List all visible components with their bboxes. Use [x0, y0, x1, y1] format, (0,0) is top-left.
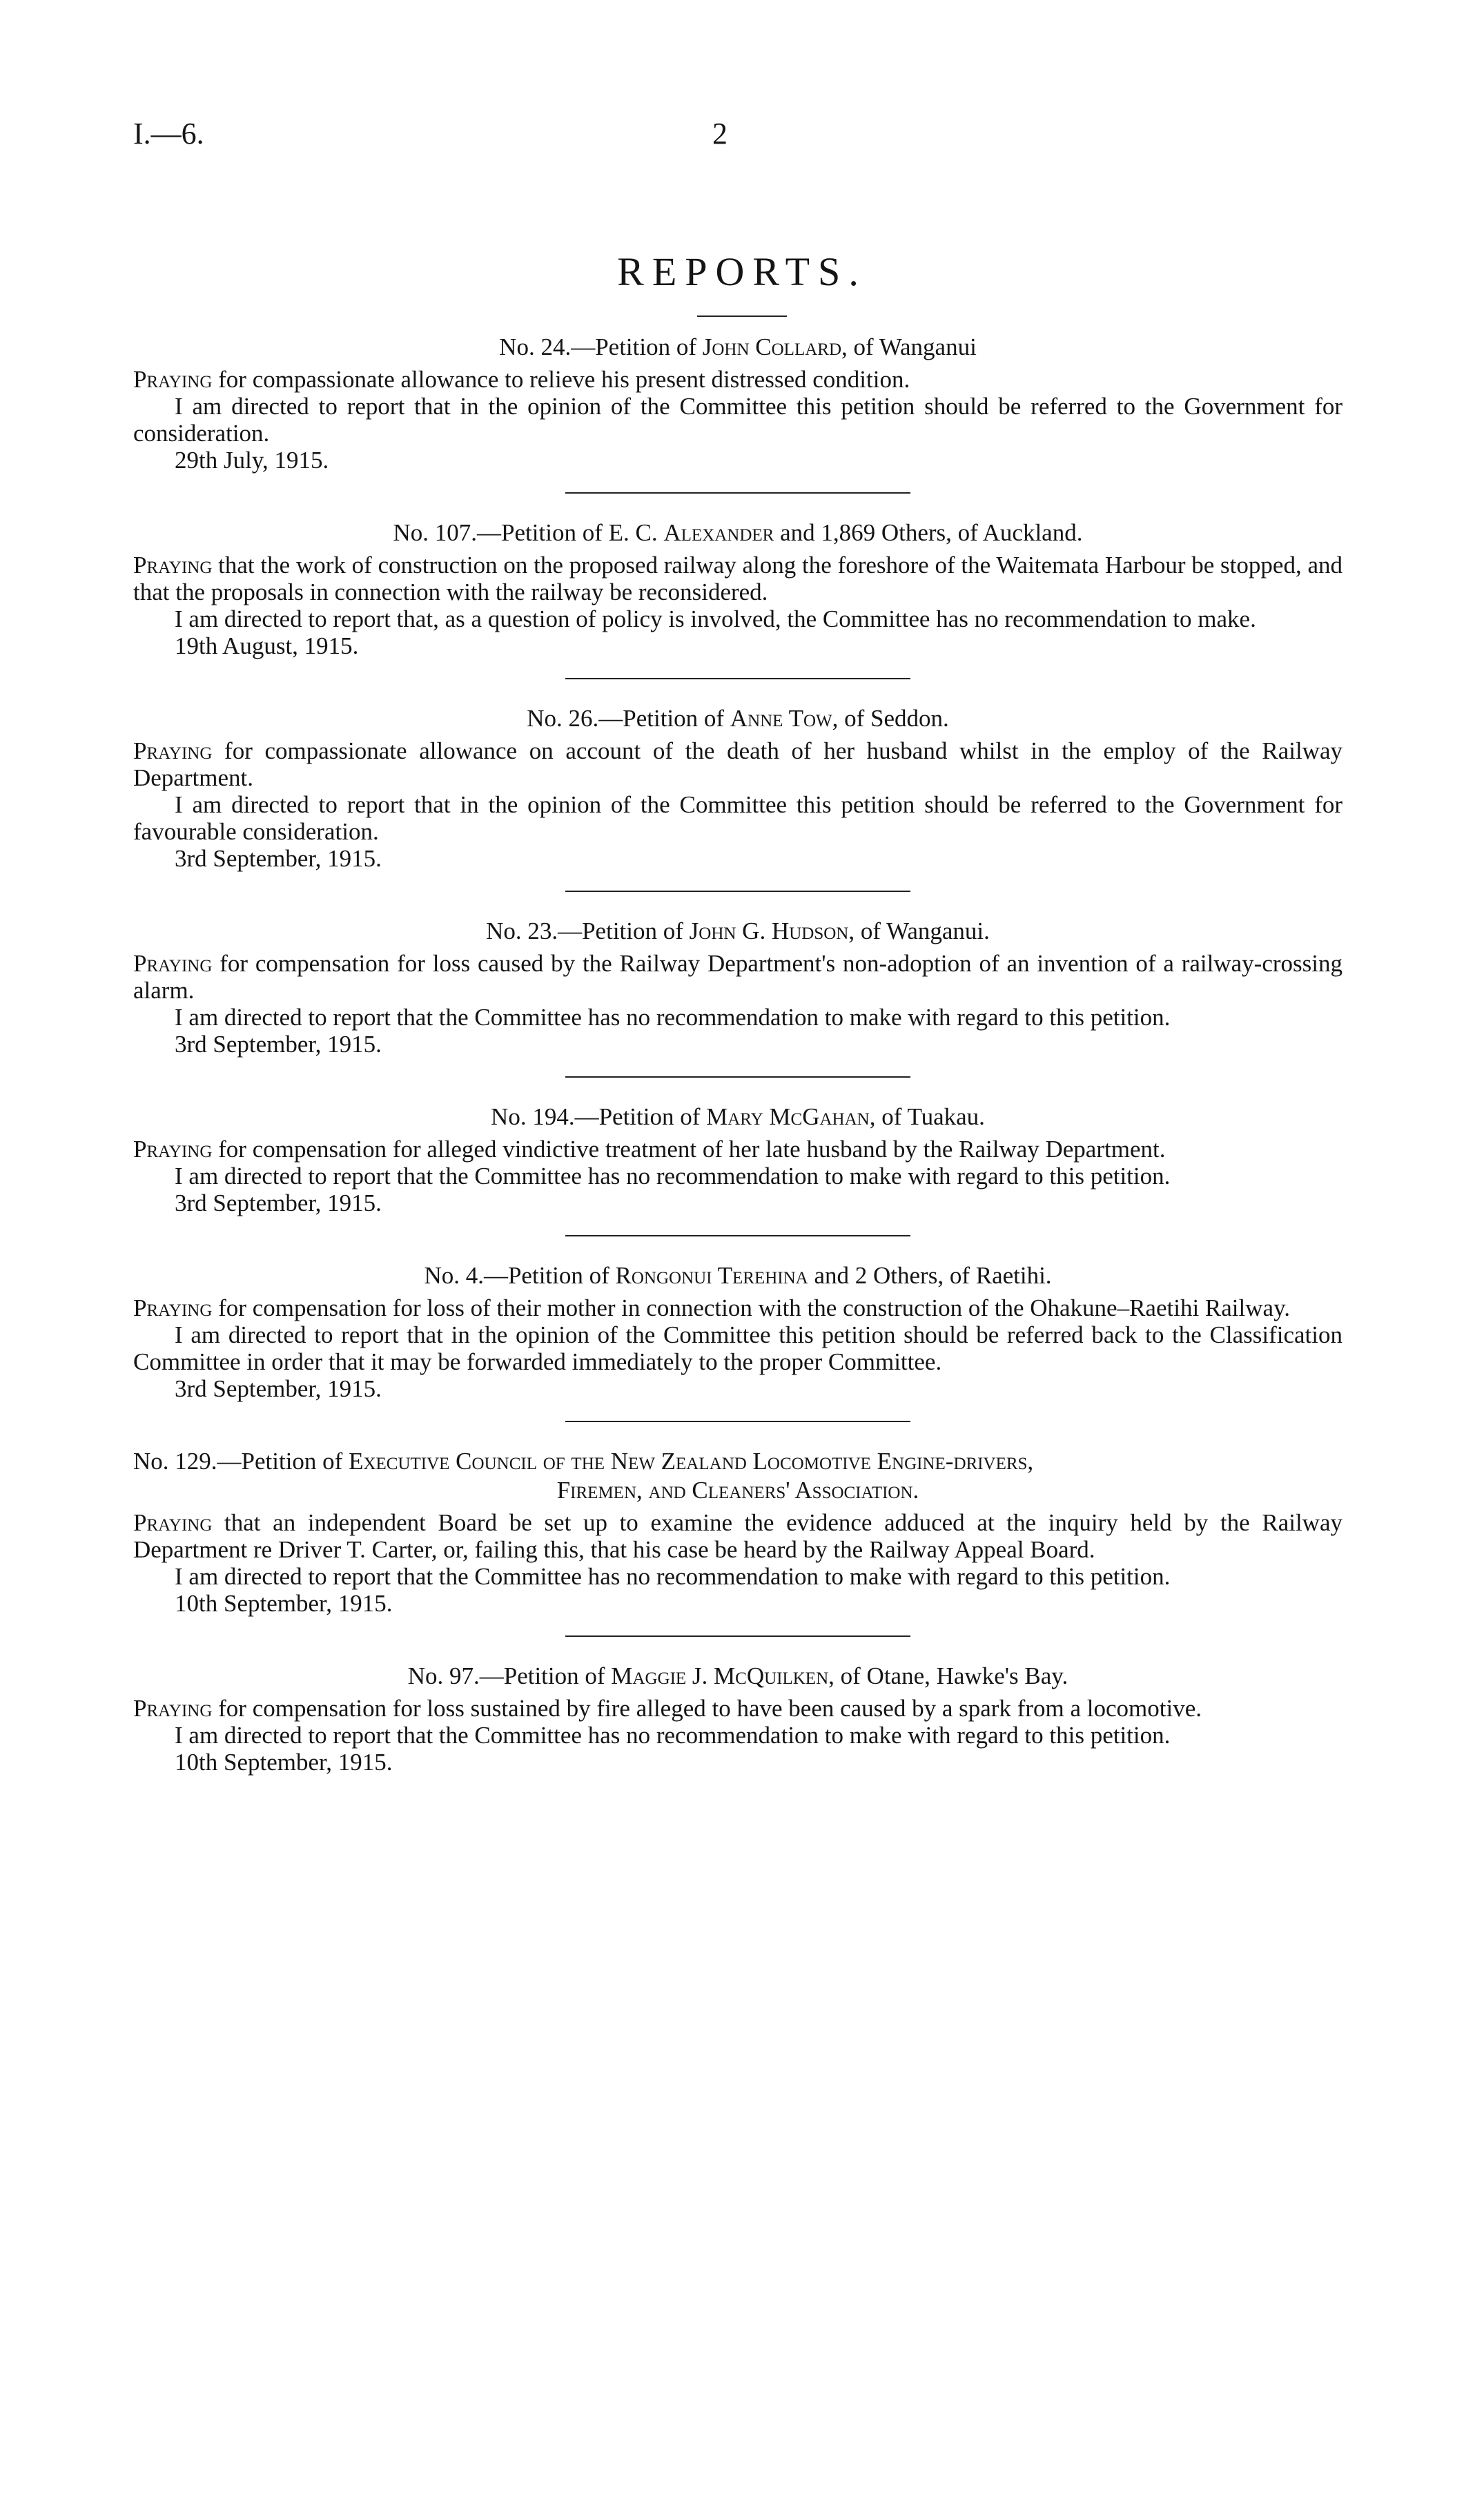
section-divider: [565, 1421, 910, 1422]
petition-entry: [133, 1261, 1343, 1403]
praying-paragraph: Praying that an independent Board be set up to examine the evidence adduced at the inquiry held by the Railway Department re Driver T. Carter, or, failing this, that his case be heard by the Railway Appeal Board.: [133, 1509, 1343, 1563]
heading-divider: [697, 315, 787, 317]
report-paragraph: I am directed to report that the Committee has no recommendation to make with regard to this petition.: [175, 1004, 1171, 1031]
petition-title: No. 23.—Petition of John G. Hudson, of Wanganui.: [486, 918, 990, 944]
praying-paragraph: Praying for compassionate allowance on account of the death of her husband whilst in the employ of the Railway Department.: [133, 737, 1343, 791]
petition-title: No. 26.—Petition of Anne Tow, of Seddon.: [527, 705, 949, 732]
petition-title: No. 107.—Petition of E. C. Alexander and 1,869 Others, of Auckland.: [393, 519, 1083, 546]
report-date: 3rd September, 1915.: [175, 845, 382, 872]
section-divider: [565, 891, 910, 892]
praying-paragraph: Praying that the work of construction on the proposed railway along the foreshore of the Waitemata Harbour be stopped, and that the proposals in connection with the railway be reconsidered.: [133, 552, 1343, 605]
report-date: 3rd September, 1915.: [175, 1375, 382, 1402]
petition-title: No. 97.—Petition of Maggie J. McQuilken, of Otane, Hawke's Bay.: [407, 1662, 1068, 1689]
petition-entry: [133, 917, 1343, 1058]
petition-entry: [133, 333, 1343, 474]
section-divider: [565, 1635, 910, 1637]
page-number: 2: [712, 117, 728, 151]
section-divider: [565, 1076, 910, 1078]
report-paragraph: I am directed to report that, as a question of policy is involved, the Committee has no recommendation to make.: [175, 605, 1256, 632]
report-date: 29th July, 1915.: [175, 447, 329, 474]
report-date: 10th September, 1915.: [175, 1590, 393, 1617]
report-paragraph: I am directed to report that in the opinion of the Committee this petition should be referred back to the Classification Committee in order that it may be forwarded immediately to the proper Committee.: [133, 1321, 1343, 1375]
praying-paragraph: Praying for compensation for loss of their mother in connection with the construction of the Ohakune–Raetihi Railway.: [133, 1294, 1291, 1321]
petition-entry: [133, 518, 1343, 660]
page-identifier: I.—6.: [133, 117, 204, 151]
petition-entry: [133, 1662, 1343, 1776]
section-divider: [565, 492, 910, 494]
petition-title: No. 194.—Petition of Mary McGahan, of Tuakau.: [491, 1103, 985, 1130]
section-heading: REPORTS.: [617, 249, 867, 294]
report-paragraph: I am directed to report that the Committee has no recommendation to make with regard to this petition.: [175, 1722, 1171, 1749]
petition-title: No. 24.—Petition of John Collard, of Wanganui: [499, 333, 977, 360]
petition-title: No. 4.—Petition of Rongonui Terehina and 2 Others, of Raetihi.: [424, 1262, 1052, 1289]
petition-entry: [133, 1103, 1343, 1217]
praying-paragraph: Praying for compensation for loss sustained by fire alleged to have been caused by a spark from a locomotive.: [133, 1695, 1202, 1722]
report-paragraph: I am directed to report that the Committee has no recommendation to make with regard to this petition.: [175, 1563, 1171, 1590]
section-divider: [565, 678, 910, 679]
praying-paragraph: Praying for compensation for alleged vindictive treatment of her late husband by the Railway Department.: [133, 1136, 1166, 1163]
petition-title: No. 129.—Petition of Executive Council of the New Zealand Locomotive Engine-drivers, Firemen, and Cleaners' Association.: [133, 1447, 1343, 1505]
report-date: 19th August, 1915.: [175, 632, 359, 659]
praying-paragraph: Praying for compensation for loss caused by the Railway Department's non-adoption of an invention of a railway-crossing alarm.: [133, 950, 1343, 1004]
petitions-body: [133, 326, 1343, 1776]
report-paragraph: I am directed to report that the Committee has no recommendation to make with regard to this petition.: [175, 1163, 1171, 1190]
report-date: 3rd September, 1915.: [175, 1190, 382, 1216]
report-paragraph: I am directed to report that in the opinion of the Committee this petition should be referred to the Government for favourable consideration.: [133, 791, 1343, 845]
petition-title-continuation: Firemen, and Cleaners' Association.: [556, 1477, 919, 1504]
report-paragraph: I am directed to report that in the opinion of the Committee this petition should be referred to the Government for consideration.: [133, 393, 1343, 447]
section-divider: [565, 1235, 910, 1236]
report-date: 10th September, 1915.: [175, 1749, 393, 1776]
petition-entry: [133, 704, 1343, 873]
praying-paragraph: Praying for compassionate allowance to relieve his present distressed condition.: [133, 366, 910, 393]
petition-entry: [133, 1447, 1343, 1618]
report-date: 3rd September, 1915.: [175, 1031, 382, 1058]
